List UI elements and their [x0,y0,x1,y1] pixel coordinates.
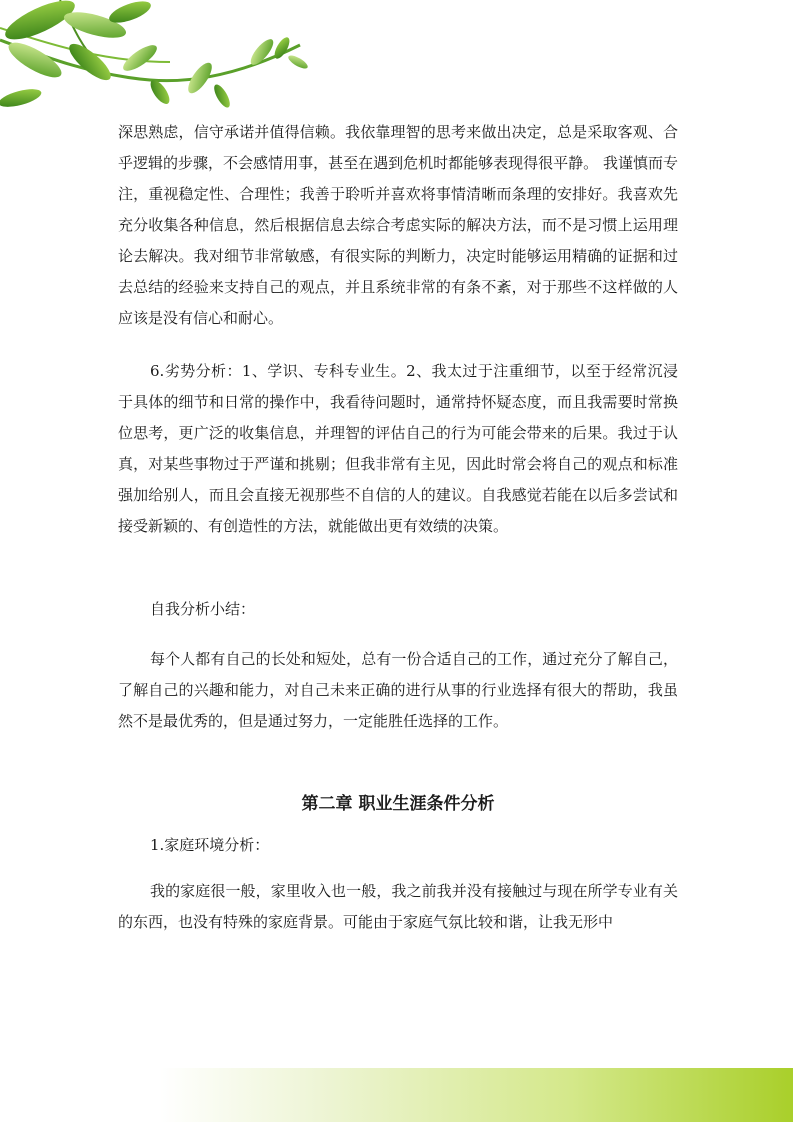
subheading-family-environment: 1.家庭环境分析： [150,836,270,854]
subheading-self-analysis-summary: 自我分析小结： [150,600,256,618]
paragraph-family: 我的家庭很一般，家里收入也一般，我之前我并没有接触过与现在所学专业有关的东西，也没有特殊的家庭背景。可能由于家庭气氛比较和谐，让我无形中 [118,882,678,931]
footer-gradient-band [160,1068,793,1122]
document-body [118,117,678,938]
leaf-vine-icon [0,0,320,135]
paragraph-weakness-analysis: 6.劣势分析：1、学识、专科专业生。2、我太过于注重细节，以至于经常沉浸于具体的细节和日常的操作中，我看待问题时，通常持怀疑态度，而且我需要时常换位思考，更广泛的收集信息，并理智的评估自己的行为可能会带来的后果。我过于认真，对某些事物过于严谨和挑剔；但我非常有主见，因此时常会将自己的观点和标准强加给别人，而且会直接无视那些不自信的人的建议。自我感觉若能在以后多尝试和接受新颖的、有创造性的方法，就能做出更有效绩的决策。 [118,362,678,535]
paragraph-summary: 每个人都有自己的长处和短处，总有一份合适自己的工作，通过充分了解自己，了解自己的兴趣和能力，对自己未来正确的进行从事的行业选择有很大的帮助，我虽然不是最优秀的，但是通过努力，一定能胜任选择的工作。 [118,650,678,730]
chapter-title: 第二章 职业生涯条件分析 [301,794,495,814]
paragraph-personality: 深思熟虑，信守承诺并值得信赖。我依靠理智的思考来做出决定，总是采取客观、合乎逻辑的步骤，不会感情用事，甚至在遇到危机时都能够表现得很平静。 我谨慎而专注，重视稳定性、合理性；我善于聆听并喜欢将事情清晰而条理的安排好。我喜欢先充分收集各种信息，然后根据信息去综合考虑实际的解决方法，而不是习惯上运用理论去解决。我对细节非常敏感，有很实际的判断力，决定时能够运用精确的证据和过去总结的经验来支持自己的观点，并且系统非常的有条不紊，对于那些不这样做的人应该是没有信心和耐心。 [118,123,678,327]
